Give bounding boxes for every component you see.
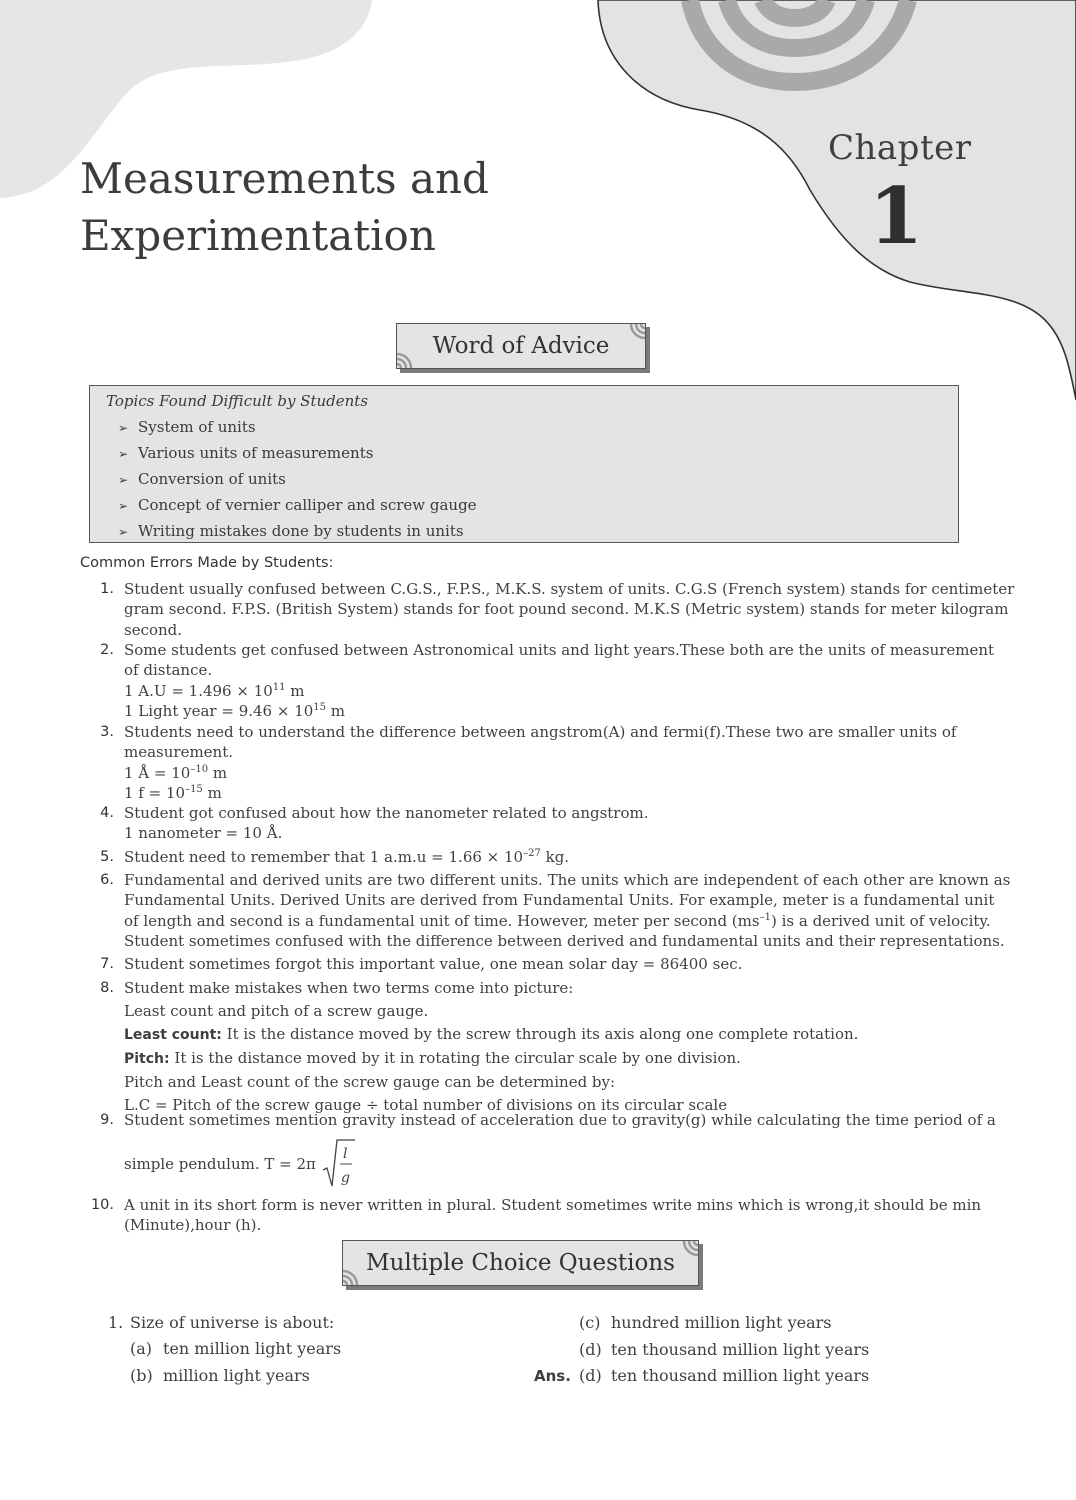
svg-text:l: l [342, 1146, 348, 1163]
formula-au: 1 $A.U = 1.496 \times 10^{11}$ m [124, 681, 305, 700]
badge-label: Multiple Choice Questions [366, 1250, 675, 1276]
answer-option: (d) [579, 1366, 602, 1385]
item-number: 3. [100, 724, 114, 740]
option-d-label: (d) [579, 1340, 602, 1359]
item-number: 5. [100, 849, 114, 865]
formula-light-year: 1 Light year = $9.46 \times 10^{15}$ m [124, 701, 346, 720]
pitch-definition: Pitch: It is the distance moved by it in rotating the circular scale by one division. [124, 1049, 741, 1067]
option-b-label: (b) [130, 1366, 153, 1385]
square-root-fraction-icon [321, 1138, 355, 1190]
list-item: ➢ Conversion of units [118, 470, 286, 488]
topics-heading: Topics Found Difficult by Students [106, 392, 369, 410]
item-number: 9. [100, 1112, 114, 1128]
signal-arcs-icon [619, 322, 647, 346]
title-line-2: Experimentation [80, 211, 436, 260]
common-errors-heading: Common Errors Made by Students: [80, 555, 334, 571]
list-item: ➢ Concept of vernier calliper and screw gauge [118, 496, 477, 514]
option-c-label: (c) [579, 1313, 601, 1332]
multiple-choice-badge [342, 1240, 699, 1286]
word-of-advice-badge [396, 323, 646, 369]
option-a-label: (a) [130, 1339, 153, 1358]
signal-arcs-icon [341, 1263, 369, 1287]
answer-text: ten thousand million light years [611, 1366, 870, 1385]
svg-text:g: g [340, 1170, 350, 1187]
mcq-question-text: Size of universe is about: [130, 1313, 335, 1332]
chapter-title [80, 150, 550, 264]
right-wave-shape [598, 0, 1076, 400]
option-c-text: hundred million light years [611, 1313, 832, 1332]
option-b-text: million light years [163, 1366, 310, 1385]
item-number: 1. [100, 581, 114, 597]
pendulum-formula: simple pendulum. T = 2π l g [124, 1138, 962, 1188]
signal-arcs-icon [395, 346, 423, 370]
formula-fermi: 1 $f = 10^{-15}$ m [124, 783, 222, 802]
arrow-bullet-icon: ➢ [118, 421, 129, 435]
list-item: ➢ System of units [118, 418, 256, 436]
arrow-bullet-icon: ➢ [118, 525, 129, 539]
arrow-bullet-icon: ➢ [118, 499, 129, 513]
topics-difficult-box [89, 385, 959, 543]
item-number: 2. [100, 642, 114, 658]
badge-label: Word of Advice [432, 333, 610, 359]
answer-label: Ans. [534, 1367, 571, 1385]
signal-arcs-icon [672, 1239, 700, 1263]
chapter-number: 1 [868, 171, 924, 262]
list-item: ➢ Various units of measurements [118, 444, 374, 462]
formula-angstrom: 1 Å = $10^{-10}$ m [124, 763, 228, 782]
chapter-label: Chapter [828, 128, 972, 168]
option-d-text: ten thousand million light years [611, 1340, 870, 1359]
mcq-question-number: 1. [108, 1313, 124, 1332]
arrow-bullet-icon: ➢ [118, 447, 129, 461]
item-number: 4. [100, 805, 114, 821]
arrow-bullet-icon: ➢ [118, 473, 129, 487]
topics-list [118, 417, 477, 547]
item-number: 7. [100, 956, 114, 972]
least-count-definition: Least count: It is the distance moved by the screw through its axis along one complete rotation. [124, 1025, 859, 1043]
item-number: 6. [100, 872, 114, 888]
item-number: 8. [100, 980, 114, 996]
list-item: ➢ Writing mistakes done by students in units [118, 522, 464, 540]
item-number: 10. [90, 1197, 114, 1213]
option-a-text: ten million light years [163, 1339, 342, 1358]
title-line-1: Measurements and [80, 154, 489, 203]
